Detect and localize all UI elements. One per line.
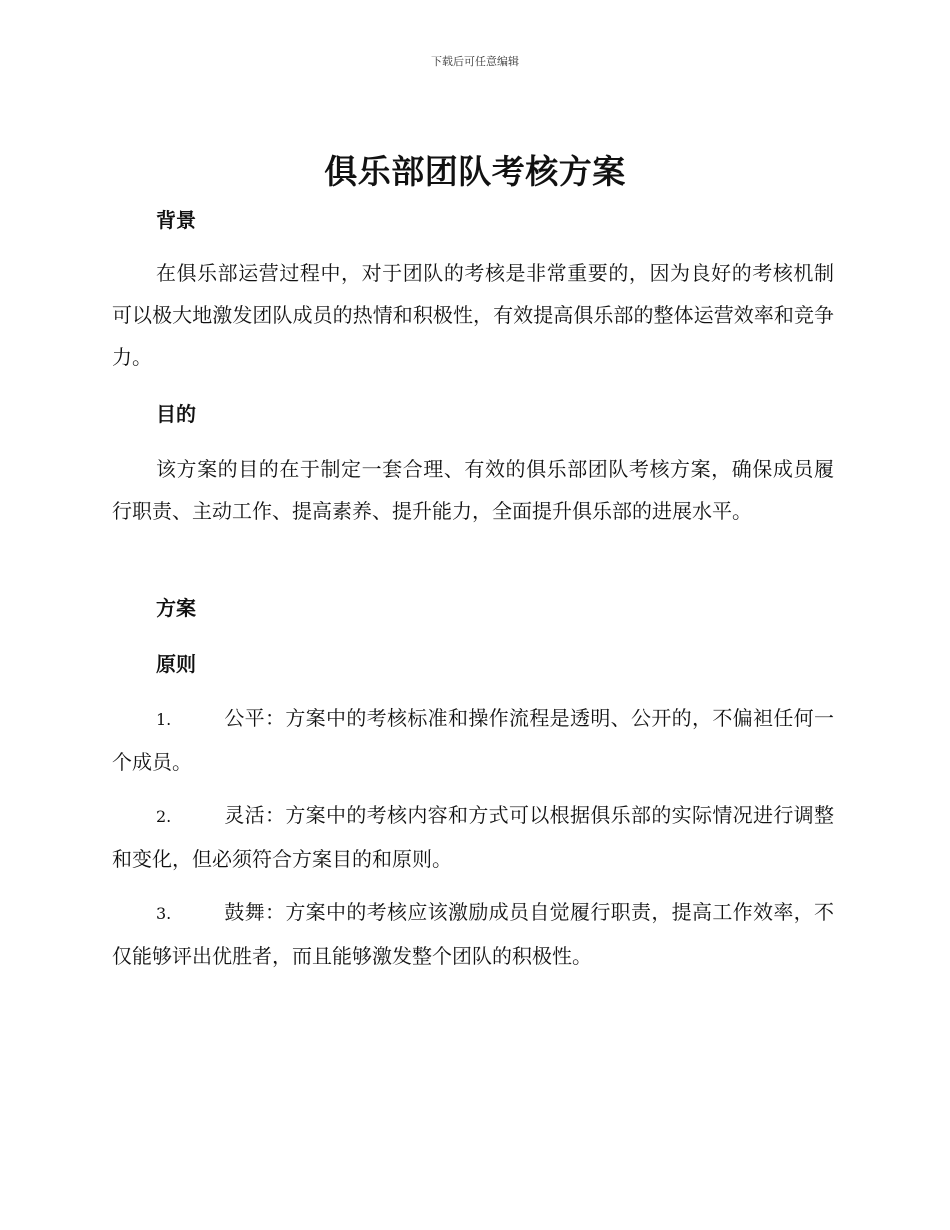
header-note: 下载后可任意编辑 (431, 55, 519, 68)
section-heading-background: 背景 (156, 208, 196, 232)
background-paragraph: 在俱乐部运营过程中，对于团队的考核是非常重要的，因为良好的考核机制可以极大地激发团队成员的热情和积极性，有效提高俱乐部的整体运营效率和竞争力。 (112, 261, 834, 369)
principle-item-text: 公平：方案中的考核标准和操作流程是透明、公开的，不偏袒任何一个成员。 (112, 706, 834, 774)
section-heading-principles: 原则 (156, 652, 196, 676)
principle-item (112, 697, 834, 783)
section-heading-plan: 方案 (156, 596, 196, 620)
purpose-paragraph: 该方案的目的在于制定一套合理、有效的俱乐部团队考核方案，确保成员履行职责、主动工作、提高素养、提升能力，全面提升俱乐部的进展水平。 (112, 457, 834, 523)
principle-item (112, 794, 834, 880)
principle-item (112, 891, 834, 977)
principle-item-number: 3. (156, 904, 172, 923)
principle-item-text: 灵活：方案中的考核内容和方式可以根据俱乐部的实际情况进行调整和变化，但必须符合方案目的和原则。 (112, 803, 834, 871)
principle-item-number: 2. (156, 807, 172, 826)
document-title: 俱乐部团队考核方案 (324, 152, 626, 191)
principle-item-text: 鼓舞：方案中的考核应该激励成员自觉履行职责，提高工作效率，不仅能够评出优胜者，而且能够激发整个团队的积极性。 (112, 900, 834, 968)
principle-item-number: 1. (156, 710, 172, 729)
section-heading-purpose: 目的 (156, 402, 196, 426)
